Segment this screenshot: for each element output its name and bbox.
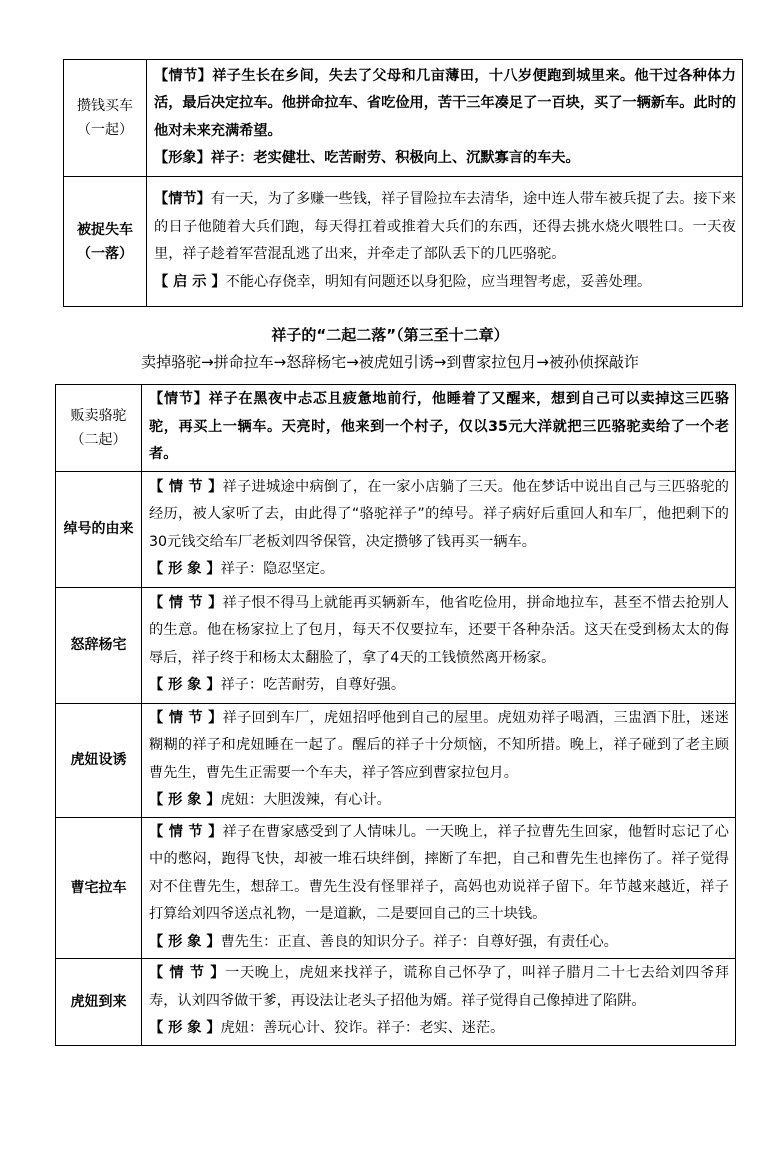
row-title-cell <box>56 471 142 587</box>
image-text: 祥子：老实健壮、吃苦耐劳、积极向上、沉默寡言的车夫。 <box>210 150 580 166</box>
lesson-tag: 【 启 示 】 <box>154 273 226 290</box>
plot-paragraph <box>149 819 729 929</box>
section-title: 祥子的“二起二落”（第三至十二章） <box>271 326 509 344</box>
plot-text: 祥子生长在乡间，失去了父母和几亩薄田，十八岁便跑到城里来。他干过各种体力活，最后决定拉车。他拼命拉车、省吃俭用，苦干三年凑足了一百块，买了一辆新车。此时的他对未来充满希望。 <box>154 67 736 139</box>
table-row <box>56 817 736 959</box>
plot-paragraph <box>149 386 729 469</box>
plot-text: 一天晚上，虎妞来找祥子，谎称自己怀孕了，叫祥子腊月二十七去给刘四爷拜寿，认刘四爷做干爹，再设法让老头子招他为婿。祥子觉得自己像掉进了陷阱。 <box>149 965 729 1009</box>
row-subtitle: （二起） <box>70 431 127 448</box>
plot-tag: 【 情 节 】 <box>149 965 226 981</box>
table-stage-two <box>55 384 736 1046</box>
plot-text: 祥子回到车厂，虎妞招呼他到自己的屋里。虎妞劝祥子喝酒，三盅酒下肚，迷迷糊糊的祥子和虎妞睡在一起了。醒后的祥子十分烦恼，不知所措。晚上，祥子碰到了老主顾曹先生，曹先生正需要一个车夫，祥子答应到曹家拉包月。 <box>149 709 729 781</box>
table-row <box>56 385 736 472</box>
plot-tag: 【情节】 <box>154 67 213 84</box>
row-title-cell <box>56 703 142 817</box>
row-title-cell <box>64 60 147 177</box>
plot-text: 祥子进城途中病倒了，在一家小店躺了三天。他在梦话中说出自己与三匹骆驼的经历，被人家听了去，由此得了“骆驼祥子”的绰号。祥子病好后重回人和车厂，他把剩下的30元钱交给车厂老板刘四爷保管，决定攒够了钱再买一辆车。 <box>149 478 729 550</box>
lesson-paragraph <box>154 269 736 297</box>
image-text: 曹先生：正直、善良的知识分子。祥子：自尊好强，有责任心。 <box>220 933 618 950</box>
table-row <box>64 177 743 307</box>
section-subtitle: 卖掉骆驼→拼命拉车→怒辞杨宅→被虎妞引诱→到曹家拉包月→被孙侦探敲诈 <box>141 353 639 371</box>
image-tag: 【 形 象 】 <box>149 677 221 693</box>
image-tag: 【 形 象 】 <box>149 1020 221 1036</box>
table-row <box>56 959 736 1046</box>
table-stage-one <box>63 59 743 307</box>
plot-paragraph <box>149 705 729 788</box>
table-row <box>64 60 743 177</box>
row-content-cell <box>142 471 736 587</box>
plot-text: 有一天，为了多赚一些钱，祥子冒险拉车去清华，途中连人带车被兵捉了去。接下来的日子他随着大兵们跑，每天得扛着或推着大兵们的东西，还得去挑水烧火喂牲口。一天夜里，祥子趁着军营混乱逃了出来，并牵走了部队丢下的几匹骆驼。 <box>154 191 736 262</box>
row-title-cell <box>56 587 142 703</box>
plot-paragraph <box>154 63 736 146</box>
image-tag: 【 形 象 】 <box>149 561 221 577</box>
plot-paragraph <box>149 474 729 557</box>
plot-tag: 【情节】 <box>154 191 211 207</box>
row-title: 虎妞设诱 <box>70 752 127 768</box>
image-paragraph <box>149 672 729 700</box>
image-text: 虎妞：善玩心计、狡诈。祥子：老实、迷茫。 <box>220 1020 505 1036</box>
image-text: 虎妞：大胆泼辣，有心计。 <box>220 792 391 808</box>
row-title: 攒钱买车 <box>77 98 133 114</box>
table-row <box>56 703 736 817</box>
row-title: 虎妞到来 <box>70 993 127 1010</box>
plot-tag: 【 情 节 】 <box>149 478 223 495</box>
row-title: 贩卖骆驼 <box>70 407 127 424</box>
row-subtitle: （一落） <box>77 245 133 262</box>
row-subtitle: （一起） <box>77 122 133 138</box>
table-row <box>56 587 736 703</box>
row-title: 被捉失车 <box>77 221 133 238</box>
plot-text: 祥子在曹家感受到了人情味儿。一天晚上，祥子拉曹先生回家，他暂时忘记了心中的憋闷，跑得飞快，却被一堆石块绊倒，摔断了车把，自己和曹先生也摔伤了。祥子觉得对不住曹先生，想辞工。曹先生没有怪罪祥子，高妈也劝说祥子留下。年节越来越近，祥子打算给刘四爷送点礼物，一是道歉，二是要回自己的三十块钱。 <box>149 823 729 922</box>
row-content-cell <box>142 817 736 959</box>
plot-paragraph <box>149 590 729 673</box>
row-title-cell <box>56 959 142 1046</box>
row-title: 怒辞杨宅 <box>70 637 127 653</box>
image-paragraph <box>149 556 729 584</box>
lesson-text: 不能心存侥幸，明知有问题还以身犯险，应当理智考虑，妥善处理。 <box>225 273 652 290</box>
row-title: 绰号的由来 <box>63 521 134 537</box>
image-tag: 【 形 象 】 <box>149 933 221 950</box>
image-text: 祥子：隐忍坚定。 <box>220 561 335 577</box>
plot-tag: 【 情 节 】 <box>149 709 223 726</box>
image-paragraph <box>154 145 736 173</box>
plot-tag: 【 情 节 】 <box>149 823 223 840</box>
plot-text: 祥子恨不得马上就能再买辆新车，他省吃俭用，拼命地拉车，甚至不惜去抢别人的生意。他在杨家拉上了包月，每天不仅要拉车，还要干各种杂活。这天在受到杨太太的侮辱后，祥子终于和杨太太翻脸了，拿了4天的工钱愤然离开杨家。 <box>149 594 729 666</box>
plot-tag: 【情节】 <box>149 391 209 407</box>
image-paragraph <box>149 929 729 957</box>
row-title-cell <box>56 817 142 959</box>
image-tag: 【形象】 <box>154 150 211 166</box>
row-content-cell <box>147 177 743 307</box>
row-title: 曹宅拉车 <box>70 879 127 896</box>
plot-paragraph <box>154 186 736 269</box>
row-content-cell <box>142 587 736 703</box>
row-content-cell <box>147 60 743 177</box>
row-title-cell <box>56 385 142 472</box>
image-tag: 【 形 象 】 <box>149 792 221 808</box>
image-paragraph <box>149 1015 729 1043</box>
image-paragraph <box>149 787 729 815</box>
table-row <box>56 471 736 587</box>
plot-text: 祥子在黑夜中忐忑且疲惫地前行，他睡着了又醒来，想到自己可以卖掉这三匹骆驼，再买上一辆车。天亮时，他来到一个村子，仅以35元大洋就把三匹骆驼卖给了一个老者。 <box>149 391 729 462</box>
plot-tag: 【 情 节 】 <box>149 594 223 611</box>
row-title-cell <box>64 177 147 307</box>
image-text: 祥子：吃苦耐劳，自尊好强。 <box>220 677 406 693</box>
plot-paragraph <box>149 960 729 1015</box>
row-content-cell <box>142 385 736 472</box>
row-content-cell <box>142 959 736 1046</box>
row-content-cell <box>142 703 736 817</box>
